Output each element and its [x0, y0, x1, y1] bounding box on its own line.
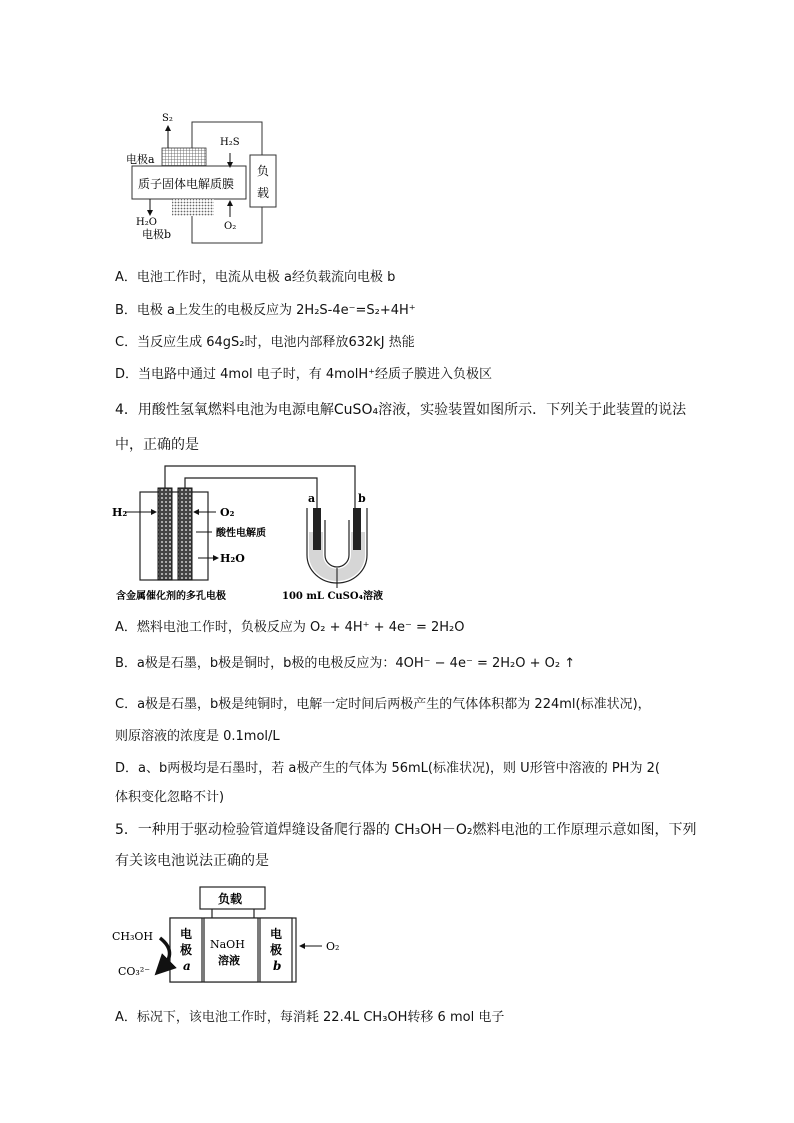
s2-label: S₂: [162, 113, 173, 124]
ch3oh-label: CH₃OH: [112, 930, 154, 943]
h2s-label: H₂S: [220, 137, 240, 148]
q3-option-b: B．电极 a上发生的电极反应为 2H₂S-4e⁻=S₂+4H⁺: [115, 303, 416, 318]
q5-option-a: A．标况下，该电池工作时，每消耗 22.4L CH₃OH转移 6 mol 电子: [115, 1010, 505, 1025]
porous-electrode-right: [178, 488, 192, 580]
electrode-a-text-1: 电: [180, 927, 193, 941]
q4-option-c-line-1: C．a极是石墨，b极是纯铜时，电解一定时间后两极产生的气体体积都为 224ml(标准状况)，: [115, 697, 651, 712]
electrolysis-apparatus-diagram: [112, 460, 402, 605]
electrode-a-text-2: 极: [180, 943, 193, 957]
electrode-a-rod: [313, 508, 321, 550]
electrode-b-rod: [353, 508, 361, 550]
electrode-b-label: 电极b: [142, 228, 172, 241]
o2-label: O₂: [326, 940, 340, 953]
ch3oh-curved-arrow: [160, 938, 170, 968]
electrode-a-text-3: a: [183, 959, 191, 973]
q3-option-d: D．当电路中通过 4mol 电子时，有 4molH⁺经质子膜进入负极区: [115, 367, 493, 382]
electrode-b-text-2: 极: [270, 943, 283, 957]
load-label: 负载: [218, 892, 243, 906]
load-label-2: 载: [257, 186, 270, 200]
porous-electrode-left: [158, 488, 172, 580]
q4-stem-line-1: 4．用酸性氢氧燃料电池为电源电解CuSO₄溶液，实验装置如图所示．下列关于此装置的说法: [115, 402, 687, 418]
electrode-b-text-1: 电: [270, 927, 283, 941]
q3-option-c: C．当反应生成 64gS₂时，电池内部释放632kJ 热能: [115, 335, 415, 350]
h2o-label: H₂O: [136, 217, 157, 228]
q4-option-d-line-1: D．a、b两极均是石墨时，若 a极产生的气体为 56mL(标准状况)，则 U形管中溶液的 PH为 2(: [115, 761, 660, 776]
electrode-a-label: 电极a: [126, 153, 155, 166]
naoh-label: NaOH: [210, 938, 245, 951]
fuel-cell-diagram-1: [120, 105, 280, 250]
electrode-a-label: a: [308, 492, 316, 505]
q4-stem-line-2: 中，正确的是: [115, 437, 199, 453]
fuel-cell-box: [140, 492, 208, 580]
porous-electrode-label: 含金属催化剂的多孔电极: [116, 591, 226, 602]
electrode-b: [172, 199, 214, 216]
electrode-b-text-3: b: [273, 959, 282, 973]
q5-stem-line-2: 有关该电池说法正确的是: [115, 853, 269, 869]
methanol-fuel-cell-diagram: [112, 882, 362, 987]
co3-label: CO₃²⁻: [118, 965, 151, 978]
q4-option-c-line-2: 则原溶液的浓度是 0.1mol/L: [115, 729, 280, 744]
h2o-label: H₂O: [220, 552, 245, 565]
o2-label: O₂: [224, 221, 237, 232]
q4-option-b: B．a极是石墨，b极是铜时，b极的电极反应为：4OH⁻ − 4e⁻ = 2H₂O + O₂ ↑: [115, 656, 576, 671]
cuso4-solution-label: 100 mL CuSO₄溶液: [282, 591, 383, 602]
electrode-a: [162, 148, 206, 166]
solution-label: 溶液: [218, 954, 240, 967]
q5-stem-line-1: 5．一种用于驱动检验管道焊缝设备爬行器的 CH₃OH－O₂燃料电池的工作原理示意如图，下列: [115, 822, 697, 838]
q4-option-d-line-2: 体积变化忽略不计): [115, 790, 225, 805]
h2-label: H₂: [112, 506, 128, 519]
o2-label: O₂: [220, 506, 235, 519]
load-label-1: 负: [257, 164, 270, 178]
acid-electrolyte-label: 酸性电解质: [216, 528, 266, 539]
membrane-label: 质子固体电解质膜: [138, 177, 235, 191]
q3-option-a: A．电池工作时，电流从电极 a经负载流向电极 b: [115, 270, 396, 285]
q4-option-a: A．燃料电池工作时，负极反应为 O₂ + 4H⁺ + 4e⁻ = 2H₂O: [115, 620, 465, 635]
electrode-b-label: b: [358, 492, 366, 505]
